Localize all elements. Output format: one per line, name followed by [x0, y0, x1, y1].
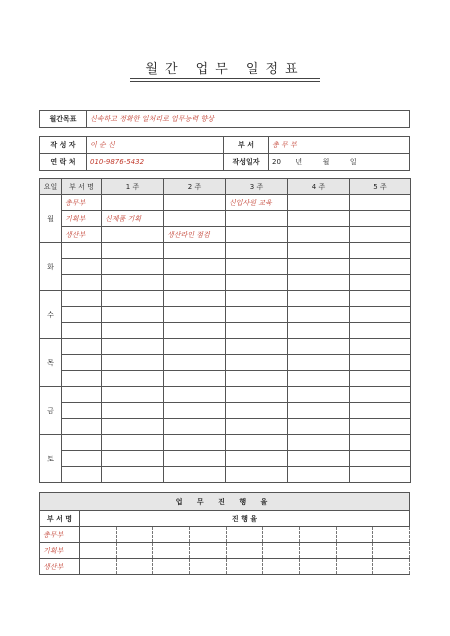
date-day-unit: 일 — [349, 158, 357, 166]
header-week-2: 2 주 — [164, 179, 226, 195]
dept-cell[interactable] — [62, 387, 102, 403]
schedule-cell[interactable] — [102, 243, 164, 259]
schedule-cell[interactable] — [102, 259, 164, 275]
schedule-cell[interactable] — [350, 195, 411, 211]
schedule-cell[interactable] — [350, 243, 411, 259]
day-tue: 화 — [40, 243, 62, 291]
schedule-cell[interactable] — [288, 435, 350, 451]
schedule-cell[interactable] — [350, 211, 411, 227]
progress-cell[interactable] — [226, 559, 263, 575]
dept-cell[interactable] — [62, 291, 102, 307]
progress-title: 업 무 진 행 율 — [40, 493, 410, 511]
day-wed: 수 — [40, 291, 62, 339]
goal-table — [39, 110, 410, 128]
dept-cell[interactable] — [62, 467, 102, 483]
schedule-cell[interactable] — [288, 275, 350, 291]
progress-cell[interactable] — [373, 543, 410, 559]
progress-cell[interactable] — [153, 559, 190, 575]
schedule-cell[interactable] — [350, 259, 411, 275]
schedule-cell[interactable] — [288, 371, 350, 387]
progress-cell[interactable] — [263, 527, 300, 543]
schedule-cell[interactable] — [164, 435, 226, 451]
schedule-cell[interactable] — [226, 307, 288, 323]
schedule-cell[interactable]: 신제품 기획 — [102, 211, 164, 227]
schedule-cell[interactable] — [164, 323, 226, 339]
dept-cell[interactable] — [62, 403, 102, 419]
progress-cell[interactable] — [263, 559, 300, 575]
schedule-cell[interactable] — [350, 227, 411, 243]
dept-value[interactable]: 총 무 부 — [269, 137, 410, 154]
schedule-cell[interactable] — [226, 419, 288, 435]
date-year: 20 — [272, 158, 281, 166]
date-year-unit: 년 — [295, 158, 303, 166]
goal-label: 월간목표 — [40, 111, 87, 128]
schedule-cell[interactable] — [164, 259, 226, 275]
dept-cell[interactable] — [62, 451, 102, 467]
progress-rate-header: 진 행 율 — [80, 511, 410, 527]
schedule-cell[interactable] — [288, 211, 350, 227]
schedule-cell[interactable] — [102, 467, 164, 483]
schedule-cell[interactable] — [350, 371, 411, 387]
schedule-cell[interactable] — [288, 403, 350, 419]
schedule-cell[interactable] — [164, 419, 226, 435]
schedule-cell[interactable] — [102, 371, 164, 387]
schedule-cell[interactable] — [350, 339, 411, 355]
progress-row-dept[interactable]: 총무부 — [40, 527, 80, 543]
schedule-cell[interactable] — [350, 419, 411, 435]
dept-cell[interactable]: 기획부 — [62, 211, 102, 227]
progress-dept-header: 부 서 명 — [40, 511, 80, 527]
schedule-cell[interactable] — [226, 243, 288, 259]
progress-cell[interactable] — [373, 559, 410, 575]
day-thu: 목 — [40, 339, 62, 387]
schedule-cell[interactable] — [288, 195, 350, 211]
page-title: 월간 업무 일정표 — [145, 62, 305, 77]
writer-label: 작 성 자 — [40, 137, 87, 154]
schedule-cell[interactable] — [226, 211, 288, 227]
progress-cell[interactable] — [336, 543, 373, 559]
schedule-table — [39, 178, 411, 483]
progress-cell[interactable] — [80, 527, 117, 543]
progress-cell[interactable] — [226, 543, 263, 559]
title-underline-2 — [130, 81, 320, 82]
header-week-4: 4 주 — [288, 179, 350, 195]
schedule-cell[interactable] — [102, 195, 164, 211]
header-week-3: 3 주 — [226, 179, 288, 195]
schedule-cell[interactable] — [164, 451, 226, 467]
dept-cell[interactable] — [62, 355, 102, 371]
schedule-cell[interactable] — [164, 291, 226, 307]
contact-value[interactable]: 010-9876-5432 — [87, 154, 224, 171]
schedule-cell[interactable] — [102, 307, 164, 323]
schedule-cell[interactable] — [164, 307, 226, 323]
goal-value[interactable]: 신속하고 정확한 일처리로 업무능력 향상 — [87, 111, 410, 128]
schedule-cell[interactable] — [164, 339, 226, 355]
progress-cell[interactable] — [299, 527, 336, 543]
progress-cell[interactable] — [153, 543, 190, 559]
schedule-cell[interactable] — [288, 355, 350, 371]
schedule-cell[interactable] — [226, 339, 288, 355]
schedule-cell[interactable] — [226, 323, 288, 339]
schedule-cell[interactable] — [164, 275, 226, 291]
schedule-cell[interactable] — [102, 355, 164, 371]
progress-cell[interactable] — [299, 559, 336, 575]
schedule-cell[interactable] — [350, 387, 411, 403]
progress-table — [39, 492, 410, 575]
progress-row-dept[interactable]: 기획부 — [40, 543, 80, 559]
schedule-cell[interactable] — [288, 467, 350, 483]
schedule-cell[interactable] — [350, 307, 411, 323]
progress-cell[interactable] — [189, 559, 226, 575]
schedule-cell[interactable] — [102, 403, 164, 419]
schedule-cell[interactable] — [164, 195, 226, 211]
schedule-cell[interactable] — [164, 355, 226, 371]
progress-cell[interactable] — [336, 527, 373, 543]
date-month-unit: 월 — [322, 158, 330, 166]
day-fri: 금 — [40, 387, 62, 435]
schedule-cell[interactable] — [350, 291, 411, 307]
progress-cell[interactable] — [299, 543, 336, 559]
schedule-cell[interactable] — [102, 291, 164, 307]
dept-cell[interactable]: 생산부 — [62, 227, 102, 243]
progress-cell[interactable] — [263, 543, 300, 559]
header-day: 요일 — [40, 179, 62, 195]
schedule-cell[interactable] — [226, 291, 288, 307]
dept-cell[interactable] — [62, 419, 102, 435]
schedule-cell[interactable] — [226, 387, 288, 403]
schedule-cell[interactable] — [226, 259, 288, 275]
schedule-cell[interactable] — [102, 275, 164, 291]
schedule-cell[interactable] — [350, 435, 411, 451]
progress-cell[interactable] — [80, 543, 117, 559]
info-table — [39, 136, 410, 171]
dept-cell[interactable] — [62, 259, 102, 275]
schedule-cell[interactable] — [226, 227, 288, 243]
schedule-cell[interactable] — [226, 275, 288, 291]
dept-cell[interactable] — [62, 243, 102, 259]
schedule-cell[interactable] — [164, 371, 226, 387]
schedule-cell[interactable] — [350, 403, 411, 419]
schedule-cell[interactable] — [102, 227, 164, 243]
schedule-cell[interactable] — [102, 435, 164, 451]
schedule-cell[interactable] — [226, 403, 288, 419]
progress-cell[interactable] — [373, 527, 410, 543]
header-week-5: 5 주 — [350, 179, 411, 195]
schedule-cell[interactable]: 생산라인 점검 — [164, 227, 226, 243]
schedule-cell[interactable] — [288, 387, 350, 403]
schedule-cell[interactable] — [102, 387, 164, 403]
schedule-cell[interactable] — [226, 467, 288, 483]
schedule-cell[interactable] — [288, 291, 350, 307]
date-value[interactable] — [269, 154, 410, 171]
progress-cell[interactable] — [189, 543, 226, 559]
schedule-cell[interactable] — [288, 323, 350, 339]
schedule-cell[interactable] — [226, 355, 288, 371]
progress-cell[interactable] — [80, 559, 117, 575]
schedule-cell[interactable] — [350, 355, 411, 371]
header-dept: 부 서 명 — [62, 179, 102, 195]
dept-cell[interactable] — [62, 275, 102, 291]
schedule-cell[interactable] — [350, 467, 411, 483]
schedule-cell[interactable] — [102, 419, 164, 435]
schedule-cell[interactable] — [164, 467, 226, 483]
schedule-cell[interactable] — [164, 387, 226, 403]
schedule-cell[interactable] — [226, 451, 288, 467]
schedule-cell[interactable] — [350, 451, 411, 467]
schedule-cell[interactable] — [288, 339, 350, 355]
progress-cell[interactable] — [226, 527, 263, 543]
progress-cell[interactable] — [116, 559, 153, 575]
schedule-cell[interactable] — [350, 323, 411, 339]
progress-cell[interactable] — [189, 527, 226, 543]
schedule-cell[interactable] — [102, 339, 164, 355]
dept-cell[interactable] — [62, 323, 102, 339]
schedule-cell[interactable] — [226, 371, 288, 387]
date-label: 작성일자 — [224, 154, 269, 171]
schedule-cell[interactable] — [226, 435, 288, 451]
dept-cell[interactable] — [62, 435, 102, 451]
schedule-cell[interactable] — [288, 227, 350, 243]
header-week-1: 1 주 — [102, 179, 164, 195]
schedule-cell[interactable] — [102, 451, 164, 467]
progress-cell[interactable] — [116, 527, 153, 543]
dept-cell[interactable] — [62, 371, 102, 387]
schedule-cell[interactable] — [288, 243, 350, 259]
schedule-cell[interactable] — [102, 323, 164, 339]
day-mon: 월 — [40, 195, 62, 243]
title-underline — [130, 78, 320, 79]
schedule-cell[interactable] — [288, 259, 350, 275]
progress-row-dept[interactable]: 생산부 — [40, 559, 80, 575]
progress-cell[interactable] — [336, 559, 373, 575]
schedule-cell[interactable] — [288, 451, 350, 467]
schedule-cell[interactable] — [164, 403, 226, 419]
contact-label: 연 락 처 — [40, 154, 87, 171]
schedule-cell[interactable] — [288, 307, 350, 323]
dept-cell[interactable] — [62, 307, 102, 323]
progress-cell[interactable] — [153, 527, 190, 543]
schedule-cell[interactable] — [350, 275, 411, 291]
dept-label: 부 서 — [224, 137, 269, 154]
schedule-cell[interactable] — [164, 243, 226, 259]
schedule-cell[interactable] — [164, 211, 226, 227]
progress-cell[interactable] — [116, 543, 153, 559]
schedule-cell[interactable] — [288, 419, 350, 435]
day-sat: 토 — [40, 435, 62, 483]
dept-cell[interactable]: 총무부 — [62, 195, 102, 211]
schedule-cell[interactable]: 신입사원 교육 — [226, 195, 288, 211]
writer-value[interactable]: 이 순 신 — [87, 137, 224, 154]
dept-cell[interactable] — [62, 339, 102, 355]
